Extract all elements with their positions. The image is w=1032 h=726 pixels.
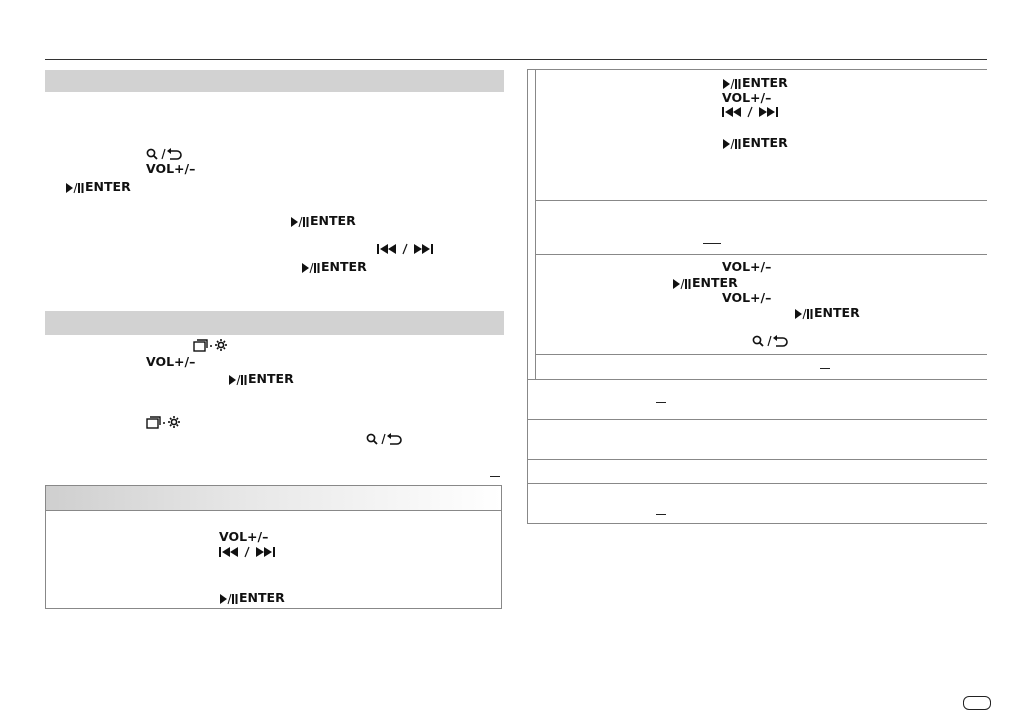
- right-table-bottom-rule: [527, 523, 987, 524]
- play-enter-button-3: [301, 260, 367, 274]
- play-pause-icon: [301, 262, 321, 274]
- play-pause-icon: [219, 593, 239, 605]
- overline-mark: [656, 402, 666, 403]
- enter-label: ENTER: [310, 213, 356, 228]
- left-table-header-rule: [46, 510, 501, 511]
- vol-button-2: [146, 355, 195, 369]
- play-enter-button-1: [65, 180, 131, 194]
- right-table-rule-7: [527, 483, 987, 484]
- search-back-icon: [146, 147, 182, 161]
- vol-sign: +/–: [750, 259, 772, 274]
- right-table-top-rule: [527, 69, 987, 70]
- play-enter-button-4: [228, 372, 294, 386]
- vol-label: VOL: [146, 161, 175, 176]
- skip-button-2: [219, 546, 281, 558]
- play-enter-button-8: [672, 276, 738, 290]
- search-back-icon: [752, 334, 788, 348]
- skip-button-3: [722, 106, 784, 118]
- enter-label: ENTER: [742, 135, 788, 150]
- enter-label: ENTER: [85, 179, 131, 194]
- page-number-badge: [963, 696, 991, 710]
- play-pause-icon: [228, 374, 248, 386]
- skip-button-1: [377, 243, 439, 255]
- overline-mark: [490, 476, 500, 477]
- vol-sign: +/–: [750, 90, 772, 105]
- play-enter-button-5: [219, 591, 285, 605]
- vol-sign: +/–: [174, 354, 196, 369]
- skip-back-forward-icon: [722, 106, 784, 118]
- vol-button-4: [722, 91, 771, 105]
- play-enter-button-6: [722, 76, 788, 90]
- left-table-header: [46, 486, 501, 510]
- play-pause-icon: [672, 278, 692, 290]
- play-pause-icon: [65, 182, 85, 194]
- page-top-rule: [45, 59, 987, 60]
- vol-sign: +/–: [247, 529, 269, 544]
- display-settings-button-1: [193, 339, 229, 353]
- right-table-outer-left: [527, 69, 528, 523]
- display-settings-icon: [193, 339, 229, 353]
- play-enter-button-7: [722, 136, 788, 150]
- enter-label: ENTER: [248, 371, 294, 386]
- play-pause-icon: [722, 78, 742, 90]
- vol-label: VOL: [722, 90, 751, 105]
- right-table-rule-4: [527, 379, 987, 380]
- section-header-bar-2: [45, 311, 504, 335]
- enter-label: ENTER: [742, 75, 788, 90]
- vol-button-1: [146, 162, 195, 176]
- right-table-rule-6: [527, 459, 987, 460]
- search-back-button-3: [752, 334, 788, 348]
- play-enter-button-9: [794, 306, 860, 320]
- play-pause-icon: [722, 138, 742, 150]
- enter-label: ENTER: [321, 259, 367, 274]
- skip-back-forward-icon: [377, 243, 439, 255]
- right-table-rule-5: [527, 419, 987, 420]
- search-back-icon: [366, 432, 402, 446]
- vol-button-5: [722, 260, 771, 274]
- play-enter-button-2: [290, 214, 356, 228]
- vol-sign: +/–: [174, 161, 196, 176]
- vol-label: VOL: [219, 529, 248, 544]
- right-table-inner-left: [535, 69, 536, 379]
- enter-label: ENTER: [814, 305, 860, 320]
- overline-mark: [703, 243, 721, 244]
- vol-label: VOL: [722, 290, 751, 305]
- vol-sign: +/–: [750, 290, 772, 305]
- right-table-rule-3: [535, 354, 987, 355]
- overline-mark: [656, 514, 666, 515]
- display-settings-icon: [146, 416, 182, 430]
- vol-label: VOL: [722, 259, 751, 274]
- right-table-rule-2: [535, 254, 987, 255]
- vol-button-6: [722, 291, 771, 305]
- play-pause-icon: [794, 308, 814, 320]
- right-table-rule-1: [535, 200, 987, 201]
- play-pause-icon: [290, 216, 310, 228]
- enter-label: ENTER: [692, 275, 738, 290]
- search-back-button: [146, 147, 182, 161]
- overline-mark: [820, 368, 830, 369]
- skip-back-forward-icon: [219, 546, 281, 558]
- search-back-button-2: [366, 432, 402, 446]
- display-settings-button-2: [146, 416, 182, 430]
- vol-button-3: [219, 530, 268, 544]
- vol-label: VOL: [146, 354, 175, 369]
- section-header-bar-1: [45, 70, 504, 92]
- enter-label: ENTER: [239, 590, 285, 605]
